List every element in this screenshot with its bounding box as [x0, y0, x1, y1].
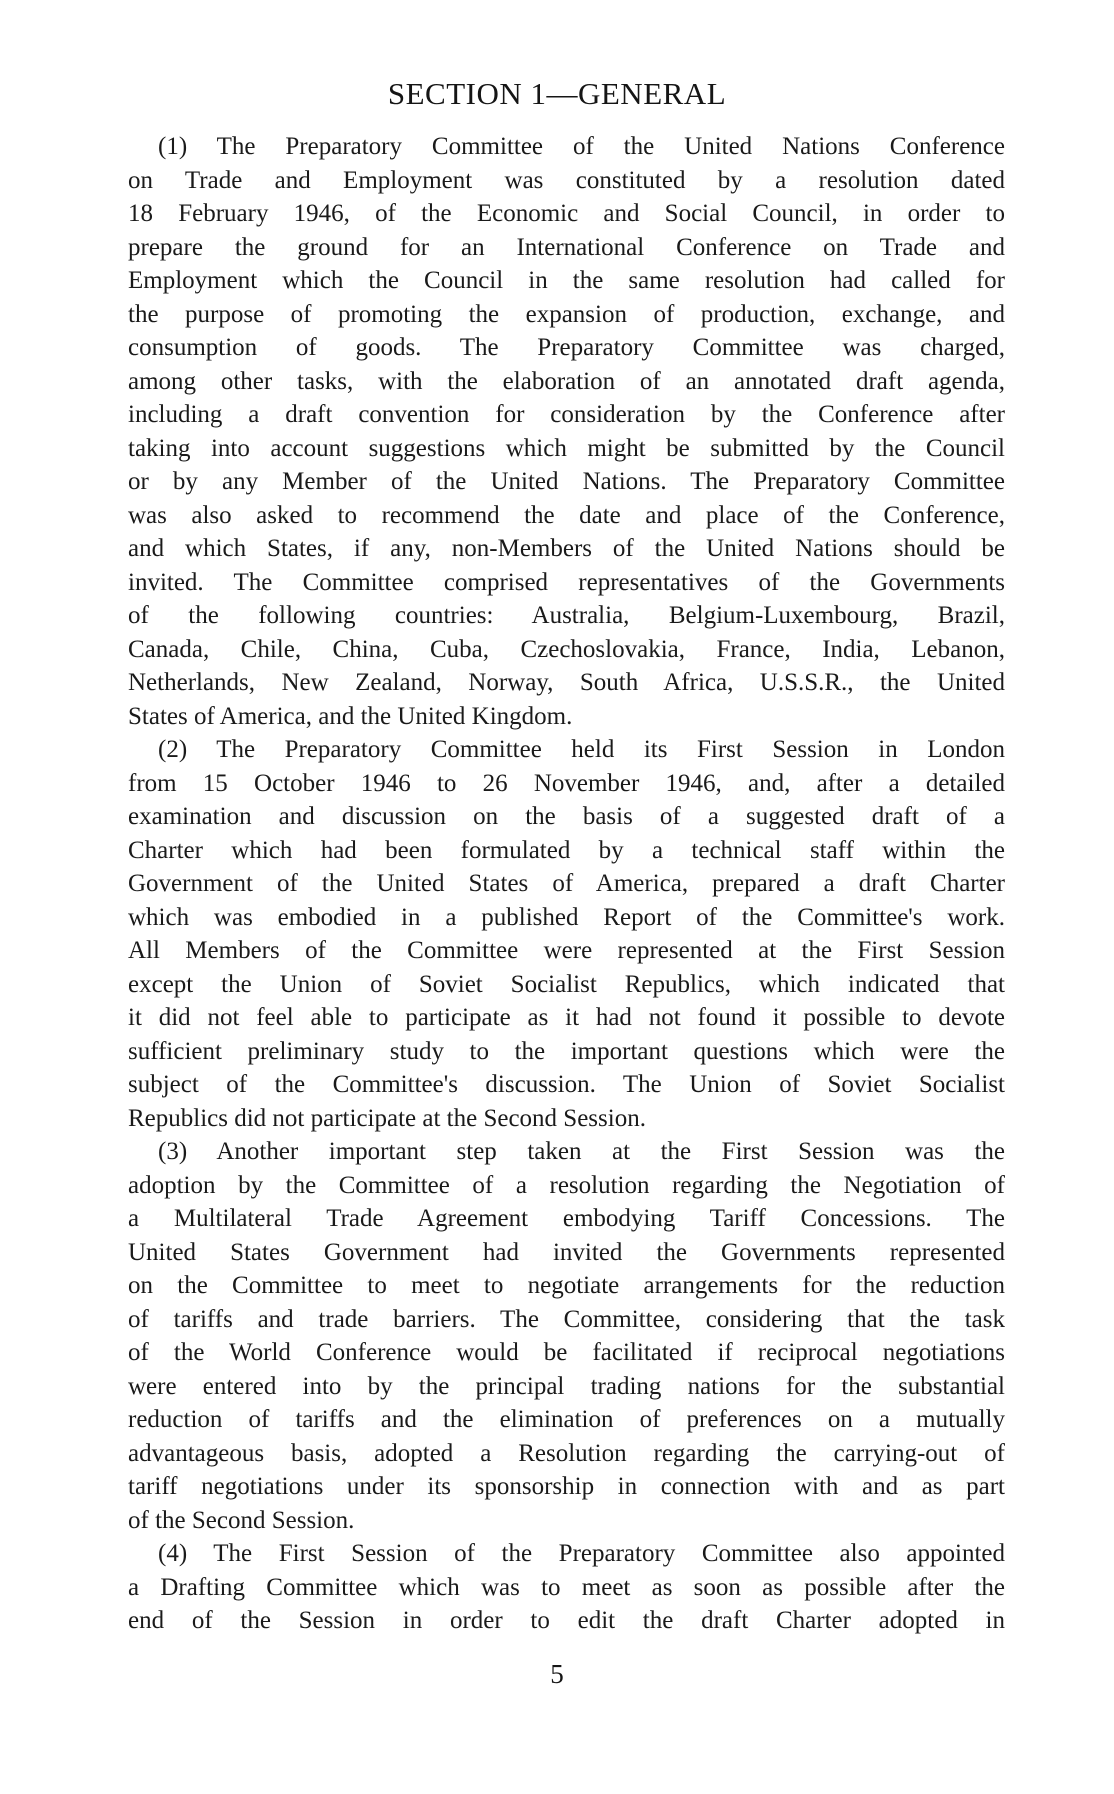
- text-line: and which States, if any, non-Members of the United Nations should be: [128, 535, 1005, 562]
- text-line: consumption of goods. The Preparatory Committee was charged,: [128, 334, 1005, 361]
- text-line: on Trade and Employment was constituted by a resolution dated: [128, 166, 1005, 194]
- text-line: (1) The Preparatory Committee of the United Nations Conference: [158, 133, 1005, 160]
- text-line: examination and discussion on the basis of a suggested draft of a: [128, 803, 1005, 830]
- text-line: prepare the ground for an International Conference on Trade and: [128, 233, 1005, 261]
- text-line: reduction of tariffs and the elimination of preferences on a mutually: [128, 1406, 1005, 1433]
- text-line: States of America, and the United Kingdom.: [128, 702, 573, 730]
- text-line: (4) The First Session of the Preparatory Committee also appointed: [158, 1540, 1005, 1567]
- text-line: sufficient preliminary study to the important questions which were the: [128, 1037, 1005, 1065]
- text-line: Charter which had been formulated by a technical staff within the: [128, 836, 1005, 864]
- text-line: (3) Another important step taken at the First Session was the: [158, 1138, 1005, 1165]
- text-line: it did not feel able to participate as it had not found it possible to devote: [128, 1004, 1005, 1031]
- text-line: of the following countries: Australia, Belgium-Luxembourg, Brazil,: [128, 602, 1005, 629]
- text-line: a Drafting Committee which was to meet as soon as possible after the: [128, 1573, 1005, 1601]
- text-line: the purpose of promoting the expansion of production, exchange, and: [128, 300, 1005, 328]
- document-body: [128, 130, 1005, 1638]
- text-line: except the Union of Soviet Socialist Republics, which indicated that: [128, 970, 1005, 998]
- text-line: of tariffs and trade barriers. The Committee, considering that the task: [128, 1305, 1005, 1333]
- text-line: United States Government had invited the Governments represented: [128, 1238, 1005, 1266]
- text-line: adoption by the Committee of a resolution regarding the Negotiation of: [128, 1171, 1005, 1199]
- text-line: including a draft convention for consideration by the Conference after: [128, 401, 1005, 428]
- text-line: 18 February 1946, of the Economic and Social Council, in order to: [128, 200, 1005, 227]
- paragraph-4: [128, 1537, 1005, 1638]
- text-line: from 15 October 1946 to 26 November 1946, and, after a detailed: [128, 769, 1005, 797]
- text-line: of the Second Session.: [128, 1506, 355, 1534]
- text-line: among other tasks, with the elaboration of an annotated draft agenda,: [128, 367, 1005, 395]
- text-line: invited. The Committee comprised representatives of the Governments: [128, 568, 1005, 596]
- text-line: were entered into by the principal trading nations for the substantial: [128, 1372, 1005, 1400]
- text-line: tariff negotiations under its sponsorship in connection with and as part: [128, 1473, 1005, 1500]
- paragraph-2: [128, 733, 1005, 1135]
- text-line: Canada, Chile, China, Cuba, Czechoslovakia, France, India, Lebanon,: [128, 635, 1005, 663]
- text-line: Employment which the Council in the same resolution had called for: [128, 267, 1005, 294]
- paragraph-1: [128, 130, 1005, 733]
- text-line: or by any Member of the United Nations. The Preparatory Committee: [128, 468, 1005, 495]
- text-line: All Members of the Committee were represented at the First Session: [128, 937, 1005, 964]
- text-line: taking into account suggestions which might be submitted by the Council: [128, 434, 1005, 462]
- text-line: subject of the Committee's discussion. The Union of Soviet Socialist: [128, 1071, 1005, 1098]
- text-line: (2) The Preparatory Committee held its First Session in London: [158, 736, 1005, 763]
- page-number: 5: [550, 1659, 564, 1689]
- section-title: SECTION 1—GENERAL: [387, 76, 727, 111]
- text-line: was also asked to recommend the date and place of the Conference,: [128, 501, 1005, 529]
- text-line: Government of the United States of America, prepared a draft Charter: [128, 870, 1005, 897]
- text-line: advantageous basis, adopted a Resolution regarding the carrying-out of: [128, 1439, 1005, 1467]
- text-line: Republics did not participate at the Second Session.: [128, 1104, 646, 1132]
- text-line: Netherlands, New Zealand, Norway, South Africa, U.S.S.R., the United: [128, 669, 1005, 696]
- text-line: on the Committee to meet to negotiate arrangements for the reduction: [128, 1272, 1005, 1299]
- text-line: which was embodied in a published Report of the Committee's work.: [128, 903, 1005, 931]
- text-line: of the World Conference would be facilitated if reciprocal negotiations: [128, 1339, 1005, 1366]
- text-line: a Multilateral Trade Agreement embodying Tariff Concessions. The: [128, 1205, 1005, 1232]
- text-line: end of the Session in order to edit the draft Charter adopted in: [128, 1607, 1005, 1634]
- paragraph-3: [128, 1135, 1005, 1537]
